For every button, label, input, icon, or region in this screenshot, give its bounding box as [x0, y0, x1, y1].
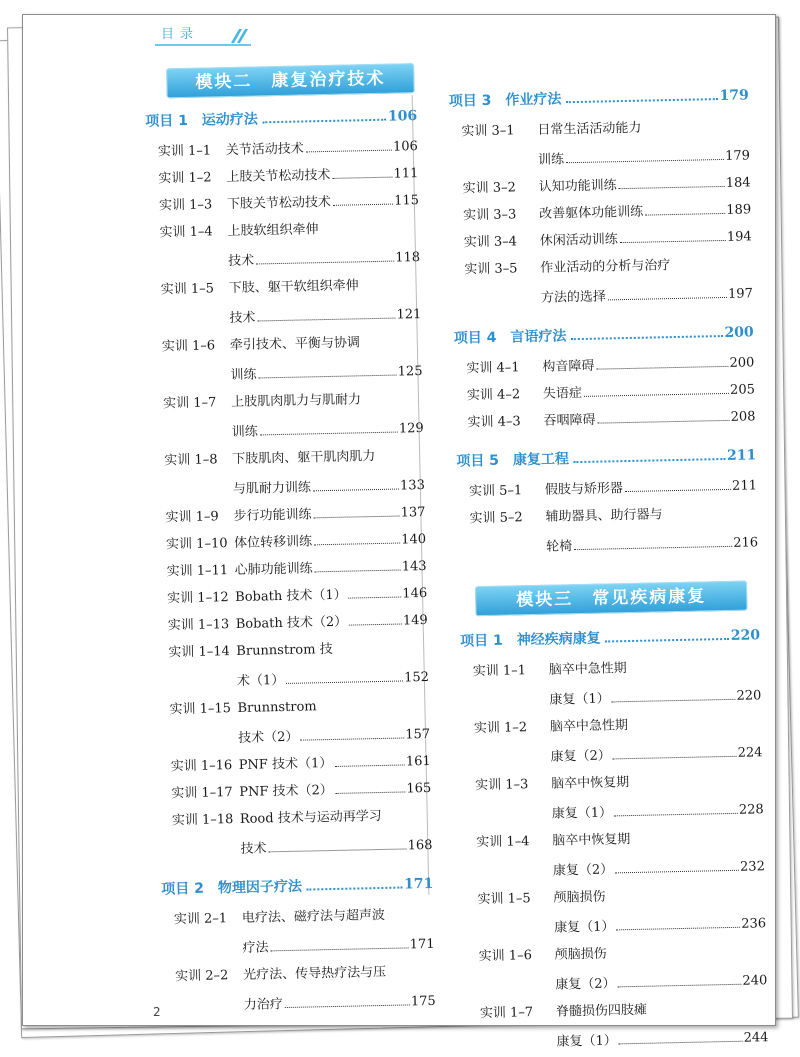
entry-code: 实训 3–1	[461, 123, 515, 140]
entry-line	[232, 417, 424, 445]
entry-title: 牵引技术、平衡与协调	[229, 335, 361, 354]
entry-line	[240, 834, 432, 862]
entry-page: 143	[401, 558, 427, 575]
dot-leader	[314, 543, 400, 546]
entry-title: 休闲活动训练	[539, 232, 618, 249]
entry-title: Bobath 技术（1）	[235, 587, 347, 605]
entry-page: 133	[399, 477, 426, 494]
entry-page: 216	[733, 535, 759, 551]
entry-line	[226, 135, 418, 163]
dot-leader	[619, 1041, 743, 1045]
toc-entry	[172, 804, 433, 863]
entry-page: 129	[398, 421, 424, 437]
entry-title: 认知功能训练	[538, 178, 617, 195]
entry-code: 实训 2–2	[174, 968, 229, 985]
entry-page: 121	[396, 307, 422, 323]
entry-line	[552, 825, 764, 853]
entry-title: 技术	[229, 310, 256, 327]
entry-line	[545, 501, 757, 529]
dot-leader	[565, 98, 717, 103]
entry-code: 实训 1–8	[164, 452, 218, 469]
entry-title: 步行功能训练	[233, 507, 312, 525]
entry-code: 实训 4–2	[466, 387, 521, 404]
entry-line	[237, 666, 429, 694]
dot-leader	[259, 375, 397, 379]
entry-title: 康复（2）	[555, 976, 616, 993]
toc-entry	[477, 882, 766, 942]
project-heading	[161, 873, 433, 899]
entry-code: 实训 3–3	[463, 207, 517, 224]
entry-title: Rood 技术与运动再学习	[239, 808, 382, 827]
entry-code: 实训 1–3	[158, 197, 213, 214]
toc-entry	[167, 582, 427, 611]
entry-page: 111	[393, 166, 419, 182]
toc-entry	[165, 501, 425, 530]
entry-title: 下肢、躯干软组织牵伸	[228, 278, 359, 297]
entry-line	[543, 405, 755, 433]
module-banner: 模块三 常见疾病康复	[475, 581, 748, 617]
project-heading	[456, 444, 756, 470]
entry-page: 118	[395, 250, 421, 266]
entry-line	[543, 378, 755, 406]
project-page: 171	[403, 875, 434, 893]
entry-title: 康复（2）	[550, 748, 611, 765]
entry-title: 上肢关节松动技术	[226, 167, 331, 186]
right-column	[433, 8, 796, 1050]
entry-page: 194	[726, 229, 752, 245]
entry-line	[555, 969, 767, 997]
entry-line	[545, 474, 757, 502]
entry-title: 训练	[231, 424, 258, 441]
entry-line	[553, 855, 765, 883]
entry-line	[537, 114, 749, 142]
entry-page: 149	[402, 612, 428, 629]
dot-leader	[614, 813, 738, 817]
dot-leader	[269, 848, 407, 852]
dot-leader	[332, 177, 392, 179]
entry-line	[230, 330, 422, 358]
project-title: 项目 5 康复工程	[456, 451, 570, 470]
dot-leader	[306, 887, 402, 891]
entry-title: 失语症	[542, 385, 583, 402]
entry-line	[231, 387, 423, 415]
toc-entry	[162, 330, 423, 389]
entry-line	[539, 198, 751, 226]
project-page: 179	[719, 87, 749, 105]
toc-entry	[463, 198, 751, 228]
entry-line	[228, 246, 420, 274]
entry-line	[546, 531, 758, 559]
entry-title: 技术	[240, 841, 267, 857]
toc-entry	[159, 189, 419, 218]
toc-page	[22, 14, 776, 1050]
entry-line	[538, 144, 750, 172]
entry-code: 实训 1–3	[474, 777, 529, 794]
dot-leader	[306, 150, 392, 153]
page-number: 2	[153, 1005, 161, 1019]
dot-leader	[262, 119, 386, 124]
project-title: 项目 4 言语疗法	[453, 328, 567, 347]
entry-title: 力治疗	[243, 997, 283, 1013]
entry-line	[554, 939, 766, 967]
entry-line	[226, 162, 418, 190]
dot-leader	[271, 947, 409, 951]
entry-title: 轮椅	[546, 539, 573, 555]
entry-page: 175	[410, 993, 436, 1010]
entry-page: 157	[405, 726, 431, 743]
dot-leader	[613, 756, 737, 760]
entry-line	[556, 1026, 768, 1054]
entry-code: 实训 1–4	[476, 834, 530, 851]
entry-line	[242, 933, 434, 961]
entry-title: 下肢关节松动技术	[226, 194, 332, 213]
entry-line	[238, 723, 430, 751]
entry-code: 实训 1–4	[159, 224, 213, 241]
project-page: 106	[387, 108, 418, 125]
entry-title: 脑卒中恢复期	[552, 832, 631, 849]
entry-page: 189	[726, 202, 752, 218]
entry-line	[233, 474, 425, 502]
entry-title: 电疗法、磁疗法与超声波	[241, 907, 386, 926]
dot-leader	[608, 297, 727, 300]
entry-code: 实训 1–12	[167, 590, 229, 607]
toc-entry	[158, 135, 418, 164]
dot-leader	[616, 927, 740, 931]
entry-title: 假肢与矫形器	[544, 481, 624, 498]
entry-line	[235, 582, 427, 610]
entry-page: 211	[731, 478, 758, 494]
entry-page: 161	[405, 753, 431, 770]
toc-entry	[469, 501, 758, 561]
entry-title: Bobath 技术（2）	[235, 614, 348, 632]
toc-entry	[158, 162, 418, 191]
project-page: 220	[730, 627, 761, 644]
entry-line	[238, 750, 430, 778]
entry-line	[230, 360, 422, 388]
entry-title: 体位转移训练	[233, 534, 313, 551]
toc-entry	[168, 609, 428, 638]
dot-leader	[615, 870, 739, 874]
project-page: 200	[724, 324, 754, 341]
entry-page: 184	[725, 175, 751, 191]
dot-leader	[618, 984, 742, 988]
entry-code: 实训 1–5	[160, 281, 215, 298]
dot-leader	[315, 570, 401, 573]
project-heading	[454, 321, 754, 347]
entry-line	[244, 990, 436, 1018]
entry-line	[554, 912, 766, 940]
entry-page: 106	[392, 139, 418, 155]
toc-entry	[464, 252, 753, 312]
entry-line	[227, 216, 419, 244]
dot-leader	[313, 489, 399, 492]
entry-line	[236, 609, 428, 637]
entry-title: 技术（2）	[238, 729, 299, 746]
entry-line	[243, 960, 435, 988]
entry-page: 115	[393, 193, 420, 209]
entry-line	[553, 882, 765, 910]
entry-line	[234, 528, 426, 556]
entry-line	[232, 444, 424, 472]
entry-line	[556, 996, 768, 1024]
dot-leader	[349, 597, 402, 599]
dot-leader	[314, 516, 400, 519]
entry-line	[540, 225, 752, 253]
dot-leader	[620, 240, 726, 243]
toc-entry	[166, 528, 426, 557]
entry-code: 实训 1–14	[168, 644, 230, 661]
left-column	[133, 9, 454, 1025]
project-title: 项目 2 物理因子疗法	[161, 878, 303, 898]
toc-entry	[159, 216, 420, 275]
dot-leader	[257, 318, 395, 322]
toc-entry	[473, 654, 762, 714]
entry-code: 实训 5–2	[469, 510, 523, 527]
entry-title: 颅脑损伤	[553, 889, 606, 906]
toc-entry	[168, 636, 429, 695]
entry-title: 康复（1）	[549, 691, 610, 708]
entry-title: 方法的选择	[540, 289, 607, 306]
entry-line	[538, 171, 750, 199]
entry-line	[551, 768, 763, 796]
entry-page: 244	[743, 1030, 769, 1046]
entry-page: 140	[401, 531, 427, 548]
toc-entry	[161, 273, 422, 332]
entry-title: 上肢肌肉肌力与肌耐力	[230, 392, 362, 411]
toc-entry	[466, 351, 754, 381]
dot-leader	[349, 624, 402, 626]
entry-title: PNF 技术（2）	[239, 782, 333, 800]
entry-page: 220	[736, 688, 762, 704]
entry-line	[541, 282, 753, 310]
toc-entry	[164, 444, 425, 503]
entry-page: 179	[725, 148, 751, 164]
entry-title: 改善躯体功能训练	[539, 204, 644, 222]
entry-title: 训练	[230, 367, 257, 384]
entry-line	[233, 501, 425, 529]
entry-title: 作业活动的分析与治疗	[540, 258, 671, 276]
entry-title: 康复（1）	[556, 1033, 617, 1050]
entry-title: 构音障碍	[542, 358, 595, 375]
entry-code: 实训 4–3	[467, 414, 521, 431]
header-label: 目录	[161, 27, 200, 42]
entry-line	[240, 804, 432, 832]
dot-leader	[584, 393, 729, 397]
entry-code: 实训 1–2	[473, 720, 528, 737]
entry-code: 实训 2–1	[173, 911, 228, 928]
entry-title: 吞咽障碍	[543, 412, 596, 429]
entry-page: 146	[402, 585, 428, 602]
dot-leader	[286, 680, 403, 683]
project-heading	[449, 84, 749, 110]
entry-code: 实训 1–18	[171, 812, 234, 829]
entry-title: 与肌耐力训练	[232, 480, 312, 498]
entry-code: 实训 1–13	[167, 617, 230, 634]
entry-title: 下肢肌肉、躯干肌肉肌力	[232, 449, 376, 468]
entry-code: 实训 4–1	[466, 360, 520, 377]
entry-title: 脑卒中急性期	[548, 661, 627, 678]
entry-page: 232	[739, 859, 766, 875]
entry-title: Brunnstrom 技	[236, 641, 333, 659]
dot-leader	[566, 159, 724, 163]
entry-page: 224	[737, 745, 763, 761]
entry-page: 152	[403, 669, 430, 686]
project-heading	[145, 105, 417, 131]
entry-title: 疗法	[242, 940, 269, 956]
entry-page: 165	[406, 780, 432, 797]
toc-entry	[478, 939, 767, 999]
entry-title: 上肢软组织牵伸	[227, 222, 319, 240]
entry-line	[242, 903, 434, 931]
dot-leader	[612, 699, 736, 703]
toc-entry	[474, 711, 763, 771]
entry-line	[550, 741, 762, 769]
entry-title: 辅助器具、助行器与	[545, 507, 663, 525]
toc-entry	[467, 405, 755, 435]
toc-entry	[166, 555, 426, 584]
entry-code: 实训 1–5	[477, 891, 531, 908]
entry-title: 脑卒中急性期	[549, 718, 629, 735]
dot-leader	[596, 366, 728, 370]
entry-title: 康复（1）	[553, 919, 615, 936]
entry-line	[239, 777, 431, 805]
toc-entry	[461, 114, 750, 174]
dot-leader	[598, 420, 730, 424]
entry-code: 实训 5–1	[468, 483, 523, 500]
entry-title: 术（1）	[236, 672, 285, 689]
entry-code: 实训 1–2	[158, 170, 212, 187]
toc-entry	[480, 996, 769, 1056]
entry-page: 200	[729, 355, 755, 371]
dot-leader	[645, 213, 725, 216]
toc-entry	[476, 825, 765, 885]
entry-title: 训练	[537, 152, 565, 168]
entry-title: 日常生活活动能力	[537, 120, 642, 138]
entry-page: 240	[742, 973, 768, 989]
project-title: 项目 1 运动疗法	[145, 111, 259, 130]
entry-page: 197	[727, 286, 754, 302]
toc-entry	[464, 225, 752, 255]
entry-line	[550, 711, 762, 739]
entry-code: 实训 1–9	[165, 509, 219, 526]
project-heading	[460, 624, 760, 650]
dot-leader	[335, 791, 406, 793]
entry-code: 实训 1–11	[166, 563, 229, 580]
entry-title: 心肺功能训练	[234, 561, 313, 578]
entry-page: 171	[409, 936, 435, 953]
entry-title: 颅脑损伤	[554, 946, 607, 963]
entry-page: 228	[738, 802, 764, 818]
entry-line	[552, 798, 764, 826]
entry-page: 125	[397, 364, 423, 380]
dot-leader	[625, 489, 731, 492]
entry-title: 技术	[228, 253, 255, 270]
entry-code: 实训 1–1	[157, 143, 212, 160]
entry-code: 实训 1–1	[472, 663, 527, 680]
toc-entry	[171, 777, 431, 806]
entry-page: 205	[729, 382, 756, 398]
project-title: 项目 1 神经疾病康复	[459, 630, 601, 650]
toc-entry	[163, 387, 424, 446]
dot-leader	[619, 186, 725, 189]
entry-code: 实训 1–15	[169, 701, 232, 718]
toc-entry	[169, 693, 430, 752]
entry-line	[549, 684, 761, 712]
toc-entry	[174, 903, 435, 962]
dot-leader	[570, 335, 722, 340]
entry-title: 脑卒中恢复期	[550, 775, 630, 792]
entry-code: 实训 3–4	[463, 234, 518, 251]
dot-leader	[574, 546, 732, 550]
dot-leader	[334, 764, 405, 766]
dot-leader	[285, 1004, 410, 1008]
dot-leader	[260, 432, 398, 436]
entry-title: 光疗法、传导热疗法与压	[242, 964, 387, 983]
project-title: 项目 3 作业疗法	[448, 91, 562, 110]
entry-code: 实训 1–7	[479, 1005, 534, 1022]
entry-line	[236, 636, 428, 664]
entry-title: PNF 技术（1）	[238, 755, 333, 773]
entry-line	[234, 555, 426, 583]
entry-line	[227, 189, 419, 217]
entry-page: 168	[407, 837, 433, 854]
toc-entry	[469, 474, 757, 504]
entry-page: 236	[741, 916, 767, 932]
entry-code: 实训 1–17	[171, 785, 233, 802]
entry-page: 208	[730, 409, 756, 425]
entry-title: 康复（2）	[552, 862, 614, 879]
toc-entry	[467, 378, 755, 408]
module-banner: 模块二 康复治疗技术	[166, 63, 415, 98]
entry-code: 实训 1–7	[162, 395, 217, 412]
toc-entry	[475, 768, 764, 828]
dot-leader	[573, 458, 725, 463]
entry-code: 实训 3–2	[462, 180, 516, 197]
entry-line	[549, 654, 761, 682]
entry-code: 实训 1–10	[165, 536, 228, 553]
entry-code: 实训 1–6	[161, 338, 216, 355]
toc-entry	[462, 171, 750, 201]
entry-line	[229, 303, 421, 331]
entry-page: 137	[400, 504, 426, 521]
entry-line	[542, 351, 754, 379]
entry-title: 关节活动技术	[225, 141, 305, 159]
entry-code: 实训 3–5	[464, 261, 518, 278]
entry-line	[229, 273, 421, 301]
project-page: 211	[726, 447, 757, 464]
dot-leader	[300, 737, 404, 740]
entry-title: Brunnstrom	[237, 699, 317, 716]
entry-line	[237, 693, 429, 721]
dot-leader	[333, 204, 393, 206]
entry-code: 实训 1–6	[478, 948, 533, 965]
dot-leader	[605, 638, 729, 643]
entry-title: 康复（1）	[551, 805, 613, 822]
toc-entry	[171, 750, 431, 779]
entry-title: 脊髓损伤四肢瘫	[555, 1002, 648, 1020]
dot-leader	[256, 261, 394, 265]
entry-code: 实训 1–16	[170, 758, 233, 775]
toc-entry	[175, 960, 436, 1019]
entry-line	[540, 252, 752, 280]
